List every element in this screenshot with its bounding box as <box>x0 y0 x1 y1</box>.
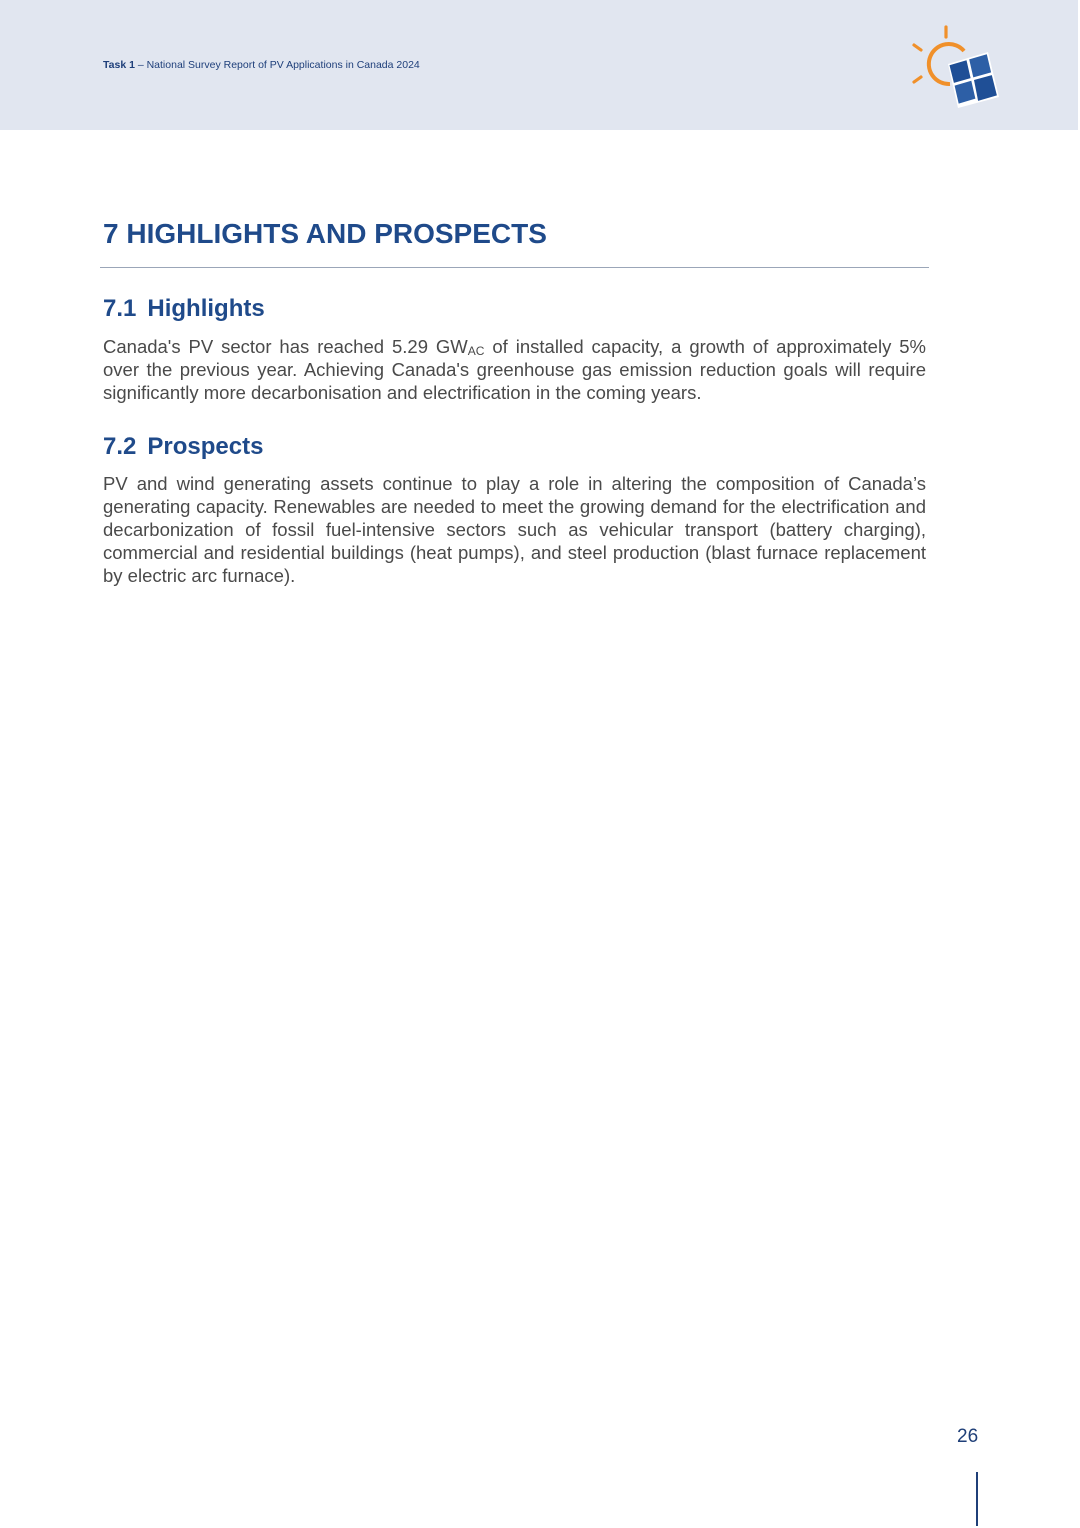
report-title: – National Survey Report of PV Applications in Canada 2024 <box>134 59 420 71</box>
task-label: Task 1 <box>103 59 135 71</box>
section-title: Prospects <box>147 433 264 460</box>
page-number-rule <box>976 1472 978 1526</box>
section-heading-highlights <box>103 295 265 323</box>
section-number: 7.1 <box>103 295 137 322</box>
chapter-divider <box>100 267 929 268</box>
highlights-paragraph: Canada's PV sector has reached 5.29 $GW_{AC}$ of installed capacity, a growth of approximately 5% over the previous year. Achieving Canada's greenhouse gas emission reduction goals will require significantly more decarbonisation and electrification in the coming years. <box>103 336 926 404</box>
section-title: Highlights <box>147 295 265 322</box>
page-number: 26 <box>957 1426 979 1447</box>
ac-subscript: AC <box>467 344 485 358</box>
sun-and-solar-panel-logo-icon <box>908 24 1004 112</box>
running-header <box>103 59 420 71</box>
section-number: 7.2 <box>103 433 137 460</box>
prospects-paragraph: PV and wind generating assets continue to play a role in altering the composition of Canada’s generating capacity. Renewables are needed to meet the growing demand for the electrification and decarbonization of fossil fuel-intensive sectors such as vehicular transport (battery charging), commercial and residential buildings (heat pumps), and steel production (blast furnace replacement by electric arc furnace). <box>103 473 926 587</box>
chapter-title: 7 HIGHLIGHTS AND PROSPECTS <box>103 218 547 249</box>
section-heading-prospects <box>103 433 263 461</box>
